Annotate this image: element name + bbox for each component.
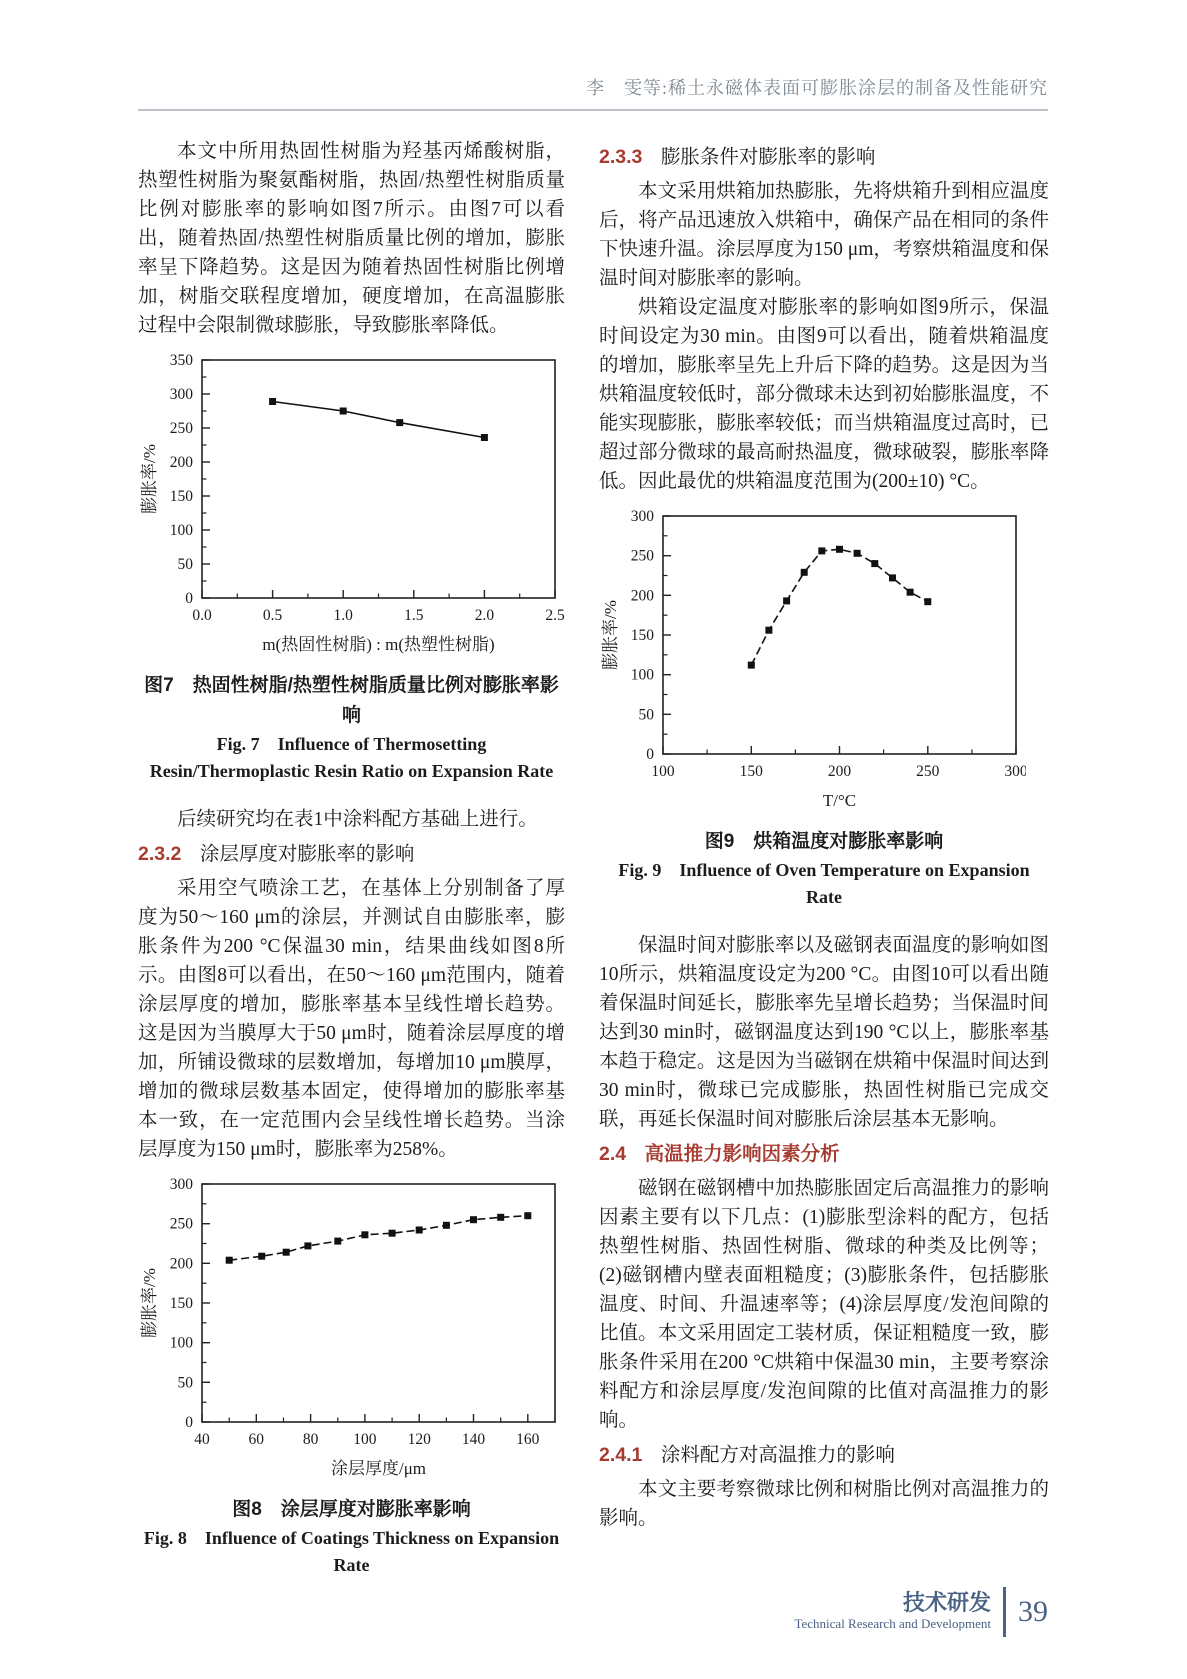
figure8-caption-cn: 图8 涂层厚度对膨胀率影响	[232, 1499, 471, 1520]
svg-text:150: 150	[739, 763, 763, 780]
figure8-caption	[138, 1495, 565, 1579]
svg-text:80: 80	[302, 1431, 319, 1448]
section-title: 涂料配方对高温推力的影响	[660, 1445, 895, 1466]
footer-label-en: Technical Research and Development	[794, 1616, 991, 1631]
running-header: 李 雯等:稀土永磁体表面可膨胀涂层的制备及性能研究	[586, 78, 1048, 98]
svg-text:300: 300	[630, 508, 654, 525]
figure7-caption	[138, 671, 565, 785]
svg-text:50: 50	[177, 1374, 193, 1392]
svg-text:2.0: 2.0	[474, 607, 495, 624]
footer-divider-bar	[1003, 1587, 1006, 1637]
svg-text:2.5: 2.5	[545, 607, 565, 624]
svg-text:200: 200	[630, 587, 654, 605]
svg-text:0: 0	[185, 1414, 193, 1431]
svg-text:100: 100	[169, 1334, 193, 1352]
svg-text:1.5: 1.5	[404, 607, 424, 624]
svg-text:膨胀率/%: 膨胀率/%	[601, 600, 620, 670]
figure7-caption-cn: 图7 热固性树脂/热塑性树脂质量比例对膨胀率影响	[144, 675, 559, 726]
svg-text:300: 300	[169, 386, 193, 403]
svg-text:1.0: 1.0	[333, 607, 353, 624]
figure7-caption-en: Fig. 7 Influence of Thermosetting Resin/Thermoplastic Resin Ratio on Expansion Rate	[149, 734, 554, 781]
page-footer	[794, 1587, 1048, 1637]
svg-text:0: 0	[646, 746, 654, 763]
section-number: 2.4.1	[599, 1444, 643, 1466]
section-heading-2-3-2	[138, 839, 565, 870]
svg-text:50: 50	[177, 556, 193, 573]
section-title: 涂层厚度对膨胀率的影响	[199, 844, 415, 865]
svg-text:膨胀率/%: 膨胀率/%	[140, 1268, 159, 1338]
svg-text:40: 40	[194, 1431, 210, 1448]
svg-text:350: 350	[169, 352, 193, 369]
svg-text:250: 250	[169, 1215, 193, 1233]
svg-text:60: 60	[248, 1431, 265, 1448]
figure9-caption-cn: 图9 烘箱温度对膨胀率影响	[704, 831, 944, 852]
svg-text:300: 300	[1004, 763, 1026, 780]
svg-text:250: 250	[916, 763, 940, 780]
svg-text:100: 100	[630, 666, 654, 684]
figure7-line-chart	[138, 350, 565, 667]
left-column	[138, 137, 565, 1587]
paragraph: 保温时间对膨胀率以及磁钢表面温度的影响如图10所示，烘箱温度设定为200 °C。由图10可以看出随着保温时间延长，膨胀率先呈增长趋势；当保温时间达到30 min时，磁钢温度达到190 °C以上，膨胀率基本趋于稳定。这是因为当磁钢在烘箱中保温时间达到30 min时，微球已完成膨胀，热固性树脂已完成交联，再延长保温时间对膨胀后涂层基本无影响。	[599, 935, 1049, 1130]
footer-section-label	[794, 1591, 991, 1633]
svg-text:100: 100	[353, 1431, 377, 1448]
footer-label-cn: 技术研发	[902, 1590, 991, 1615]
figure-9	[599, 506, 1049, 911]
section-title: 膨胀条件对膨胀率的影响	[660, 147, 876, 168]
svg-text:250: 250	[169, 420, 193, 437]
section-number: 2.3.2	[138, 843, 182, 865]
svg-text:150: 150	[169, 1295, 193, 1312]
figure9-caption	[599, 827, 1049, 911]
svg-text:120: 120	[407, 1431, 431, 1448]
paragraph: 采用空气喷涂工艺，在基体上分别制备了厚度为50～160 μm的涂层，并测试自由膨胀率，膨胀条件为200 °C保温30 min，结果曲线如图8所示。由图8可以看出，在50～160 μm范围内，随着涂层厚度的增加，膨胀率基本呈线性增长趋势。这是因为当膜厚大于50 μm时，随着涂层厚度的增加，所铺设微球的层数增加，每增加10 μm膜厚，增加的微球层数基本固定，使得增加的膨胀率基本一致，在一定范围内会呈线性增长趋势。当涂层厚度为150 μm时，膨胀率为258%。	[138, 878, 565, 1160]
section-title: 高温推力影响因素分析	[644, 1143, 840, 1165]
svg-text:200: 200	[169, 454, 193, 471]
paragraph: 后续研究均在表1中涂料配方基础上进行。	[177, 809, 538, 830]
paragraph: 磁钢在磁钢槽中加热膨胀固定后高温推力的影响因素主要有以下几点：(1)膨胀型涂料的配方，包括热塑性树脂、热固性树脂、微球的种类及比例等；(2)磁钢槽内壁表面粗糙度；(3)膨胀条件，包括膨胀温度、时间、升温速率等；(4)涂层厚度/发泡间隙的比值。本文采用固定工装材质，保证粗糙度一致，膨胀条件采用在200 °C烘箱中保温30 min，主要考察涂料配方和涂层厚度/发泡间隙的比值对高温推力的影响。	[599, 1178, 1049, 1431]
svg-text:300: 300	[169, 1176, 193, 1193]
svg-text:0: 0	[185, 590, 193, 607]
svg-text:0.0: 0.0	[192, 607, 212, 624]
svg-text:涂层厚度/μm: 涂层厚度/μm	[330, 1459, 427, 1478]
svg-text:200: 200	[827, 763, 852, 780]
section-number: 2.4	[599, 1143, 627, 1165]
svg-text:m(热固性树脂) : m(热塑性树脂): m(热固性树脂) : m(热塑性树脂)	[262, 635, 495, 654]
paragraph: 本文中所用热固性树脂为羟基丙烯酸树脂，热塑性树脂为聚氨酯树脂，热固/热塑性树脂质量比例对膨胀率的影响如图7所示。由图7可以看出，随着热固/热塑性树脂质量比例的增加，膨胀率呈下降趋势。这是因为随着热固性树脂比例增加，树脂交联程度增加，硬度增加，在高温膨胀过程中会限制微球膨胀，导致膨胀率降低。	[138, 141, 565, 336]
svg-text:100: 100	[169, 522, 193, 539]
figure9-caption-en: Fig. 9 Influence of Oven Temperature on Expansion Rate	[618, 860, 1030, 907]
svg-text:160: 160	[516, 1431, 540, 1448]
svg-text:膨胀率/%: 膨胀率/%	[140, 444, 159, 514]
svg-text:140: 140	[461, 1431, 486, 1448]
paragraph: 烘箱设定温度对膨胀率的影响如图9所示，保温时间设定为30 min。由图9可以看出，随着烘箱温度的增加，膨胀率呈先上升后下降的趋势。这是因为当烘箱温度较低时，部分微球未达到初始膨胀温度，不能实现膨胀，膨胀率较低；而当烘箱温度过高时，已超过部分微球的最高耐热温度，微球破裂，膨胀率降低。因此最优的烘箱温度范围为(200±10) °C。	[599, 297, 1049, 492]
two-column-layout	[138, 137, 1048, 1587]
figure8-line-chart	[138, 1174, 565, 1491]
svg-text:0.5: 0.5	[262, 607, 283, 624]
figure8-caption-en: Fig. 8 Influence of Coatings Thickness on Expansion Rate	[143, 1528, 560, 1575]
section-heading-2-3-3	[599, 142, 1049, 173]
svg-text:T/°C: T/°C	[822, 791, 857, 810]
section-heading-2-4	[599, 1139, 1049, 1170]
svg-text:250: 250	[630, 547, 654, 565]
figure-8	[138, 1174, 565, 1579]
figure-7	[138, 350, 565, 785]
right-column	[599, 137, 1049, 1587]
svg-text:200: 200	[169, 1255, 193, 1273]
section-heading-2-4-1	[599, 1440, 1049, 1471]
figure9-line-chart	[599, 506, 1026, 823]
section-number: 2.3.3	[599, 146, 643, 168]
svg-text:150: 150	[630, 627, 654, 644]
paragraph: 本文采用烘箱加热膨胀，先将烘箱升到相应温度后，将产品迅速放入烘箱中，确保产品在相同的条件下快速升温。涂层厚度为150 μm，考察烘箱温度和保温时间对膨胀率的影响。	[599, 181, 1049, 289]
page-number: 39	[1018, 1595, 1048, 1628]
svg-text:100: 100	[651, 763, 675, 780]
svg-text:50: 50	[638, 706, 654, 724]
paragraph: 本文主要考察微球比例和树脂比例对高温推力的影响。	[599, 1479, 1049, 1529]
header-rule	[138, 109, 1048, 111]
svg-text:150: 150	[169, 488, 193, 505]
